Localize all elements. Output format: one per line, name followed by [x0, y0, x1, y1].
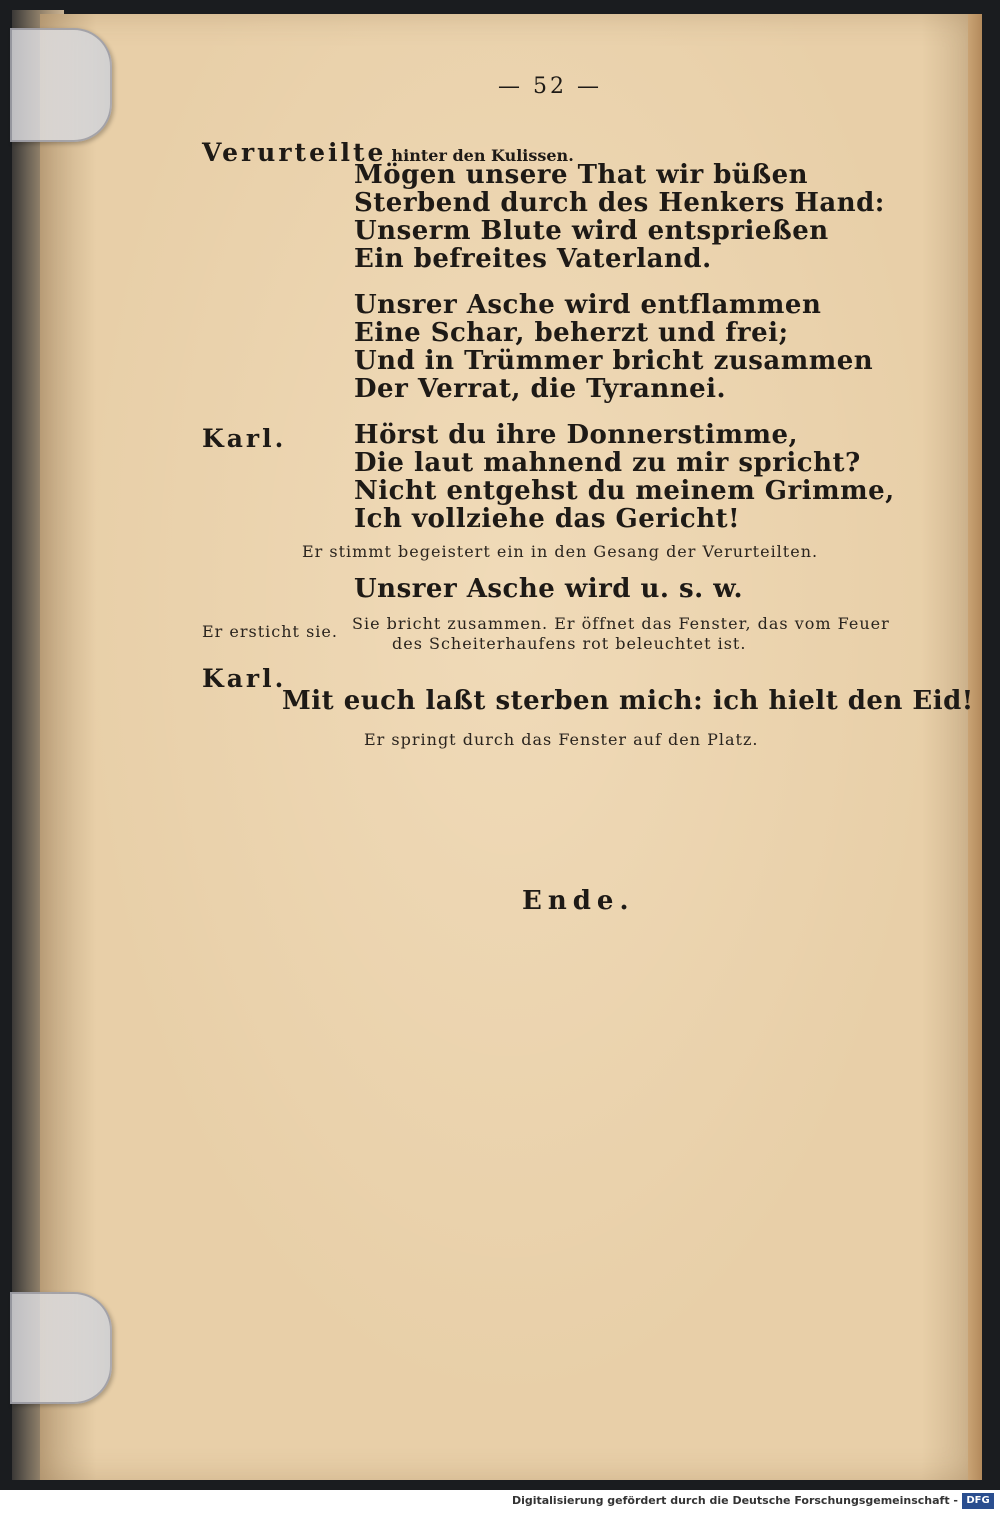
stage-direction: Er stimmt begeistert ein in den Gesang der Verurteilten.: [302, 542, 819, 561]
verse-line: Die laut mahnend zu mir spricht?: [354, 448, 861, 478]
end-marker: Ende.: [522, 886, 635, 916]
dfg-logo: DFG: [962, 1493, 994, 1509]
stage-direction: Sie bricht zusammen. Er öffnet das Fenster, das vom Feuer: [352, 614, 890, 633]
funding-notice: Digitalisierung gefördert durch die Deutsche Forschungsgemeinschaft -: [511, 1494, 958, 1507]
verse-line: Sterbend durch des Henkers Hand:: [354, 188, 885, 218]
verse-line: Mit euch laßt sterben mich: ich hielt den Eid!: [282, 686, 974, 716]
verse-line: Nicht entgehst du meinem Grimme,: [354, 476, 895, 506]
verse-line: Hörst du ihre Donnerstimme,: [354, 420, 799, 450]
stage-direction: Er springt durch das Fenster auf den Platz.: [364, 730, 759, 749]
page-number: — 52 —: [498, 74, 602, 99]
stage-direction-inline: hinter den Kulissen.: [391, 146, 574, 165]
verse-line: Ich vollziehe das Gericht!: [354, 504, 741, 534]
verse-line: Ein befreites Vaterland.: [354, 244, 712, 274]
verse-line: Eine Schar, beherzt und frei;: [354, 318, 789, 348]
verse-line: Unsrer Asche wird entflammen: [354, 290, 822, 320]
footer-bar: [0, 1490, 1000, 1513]
stage-direction: Er ersticht sie.: [202, 622, 338, 641]
verse-line: Mögen unsere That wir büßen: [354, 160, 809, 190]
verse-line: Unsrer Asche wird u. s. w.: [354, 574, 744, 604]
page-edge: [968, 14, 982, 1480]
speaker-name: Karl.: [202, 424, 287, 453]
plastic-clip-bottom: [10, 1292, 112, 1404]
verse-line: Und in Trümmer bricht zusammen: [354, 346, 874, 376]
verse-line: Unserm Blute wird entsprießen: [354, 216, 829, 246]
stage-direction: des Scheiterhaufens rot beleuchtet ist.: [392, 634, 747, 653]
plastic-clip-top: [10, 28, 112, 142]
verse-line: Der Verrat, die Tyrannei.: [354, 374, 727, 404]
speaker-name: Verurteilte: [202, 138, 387, 167]
speaker-name: Karl.: [202, 664, 287, 693]
